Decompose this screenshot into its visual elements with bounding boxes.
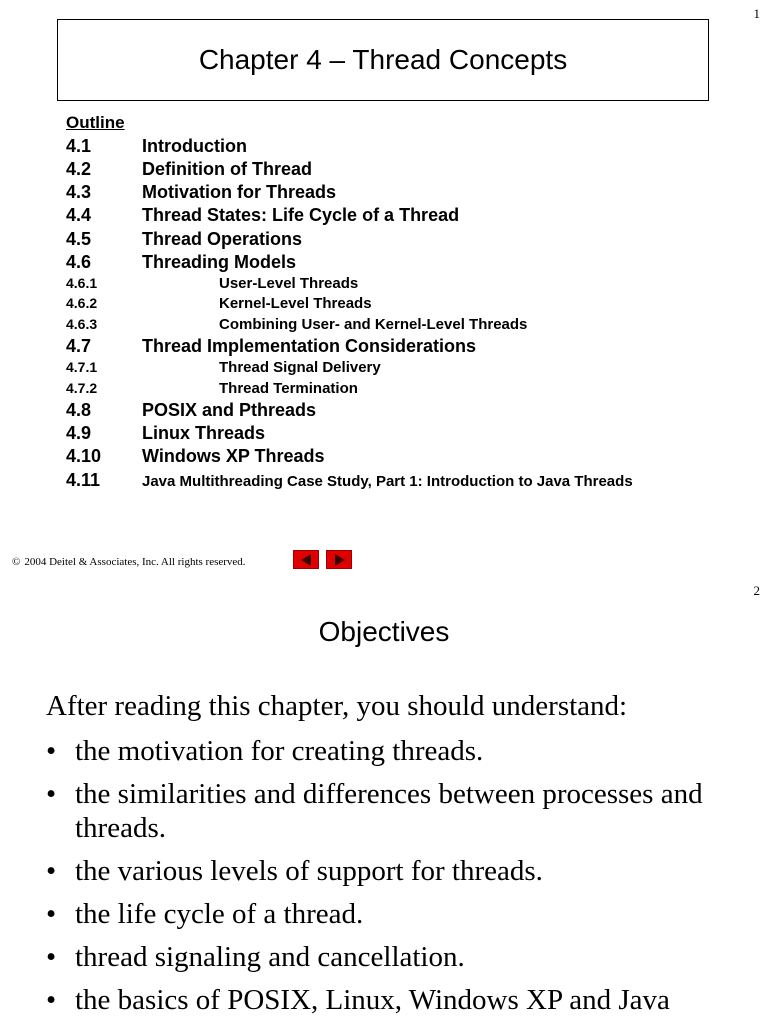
previous-slide-button[interactable] [293, 550, 319, 569]
toc-text: Java Multithreading Case Study, Part 1: Introduction to Java Threads [142, 473, 633, 490]
list-item [46, 983, 736, 1017]
bullet-icon: • [46, 984, 57, 1016]
slide-title [57, 19, 709, 101]
list-item-text: thread signaling and cancellation. [75, 941, 465, 973]
toc-number: 4.6 [66, 252, 92, 272]
toc-text: Thread Signal Delivery [219, 359, 381, 376]
slide-title: Objectives [318, 616, 450, 647]
toc-text: Thread Implementation Considerations [142, 336, 477, 356]
next-slide-button[interactable] [326, 550, 352, 569]
right-arrow-icon [335, 554, 345, 566]
toc-text: Windows XP Threads [142, 446, 325, 466]
slide-2 [0, 580, 768, 1024]
copyright-text: 2004 Deitel & Associates, Inc. All rights reserved. [24, 556, 246, 568]
bullet-icon: • [46, 941, 57, 973]
toc-number: 4.1 [66, 136, 92, 156]
bullet-icon: • [46, 778, 57, 810]
page-number: 2 [753, 583, 760, 598]
copyright [12, 556, 246, 568]
toc-number: 4.6.3 [66, 316, 98, 332]
toc-number: 4.7.1 [66, 359, 98, 375]
toc-text: Thread States: Life Cycle of a Thread [142, 205, 460, 225]
toc-text: Introduction [142, 136, 247, 156]
toc-number: 4.11 [66, 470, 101, 490]
toc-number: 4.3 [66, 182, 92, 202]
outline-label: Outline [66, 113, 125, 132]
list-item [46, 734, 736, 768]
left-arrow-icon [301, 554, 311, 566]
toc-number: 4.8 [66, 400, 92, 420]
list-item [46, 940, 736, 974]
toc-number: 4.10 [66, 446, 102, 466]
slide-title-text: Chapter 4 – Thread Concepts [198, 44, 568, 75]
toc-text: POSIX and Pthreads [142, 400, 317, 420]
toc-number: 4.7 [66, 336, 92, 356]
toc-text: Thread Termination [219, 380, 358, 397]
page-number: 1 [753, 6, 760, 21]
toc-text: Linux Threads [142, 423, 266, 443]
intro-text: After reading this chapter, you should understand: [46, 690, 628, 722]
toc-text: Definition of Thread [142, 159, 312, 179]
toc-text: User-Level Threads [219, 275, 359, 292]
list-item-text: the motivation for creating threads. [75, 735, 484, 767]
toc-text: Thread Operations [142, 229, 303, 249]
list-item-text: the basics of POSIX, Linux, Windows XP and Java [75, 984, 670, 1016]
toc-number: 4.9 [66, 423, 92, 443]
toc-number: 4.4 [66, 205, 92, 225]
toc-text: Motivation for Threads [142, 182, 337, 202]
bullet-icon: • [46, 735, 57, 767]
toc-text: Threading Models [142, 252, 297, 272]
toc-text: Combining User- and Kernel-Level Threads [219, 316, 528, 333]
toc-number: 4.7.2 [66, 380, 98, 396]
objectives-list [46, 734, 736, 1026]
list-item [46, 897, 736, 931]
toc-number: 4.2 [66, 159, 92, 179]
list-item-text: the similarities and differences between processes and threads. [75, 778, 703, 844]
bullet-icon: • [46, 898, 57, 930]
toc-number: 4.6.1 [66, 275, 98, 291]
toc-number: 4.5 [66, 229, 92, 249]
copyright-icon: © [12, 556, 21, 568]
list-item-text: the various levels of support for threads. [75, 855, 543, 887]
list-item-text: the life cycle of a thread. [75, 898, 364, 930]
bullet-icon: • [46, 855, 57, 887]
list-item [46, 777, 736, 845]
toc-text: Kernel-Level Threads [219, 295, 372, 312]
list-item [46, 854, 736, 888]
toc-number: 4.6.2 [66, 295, 98, 311]
